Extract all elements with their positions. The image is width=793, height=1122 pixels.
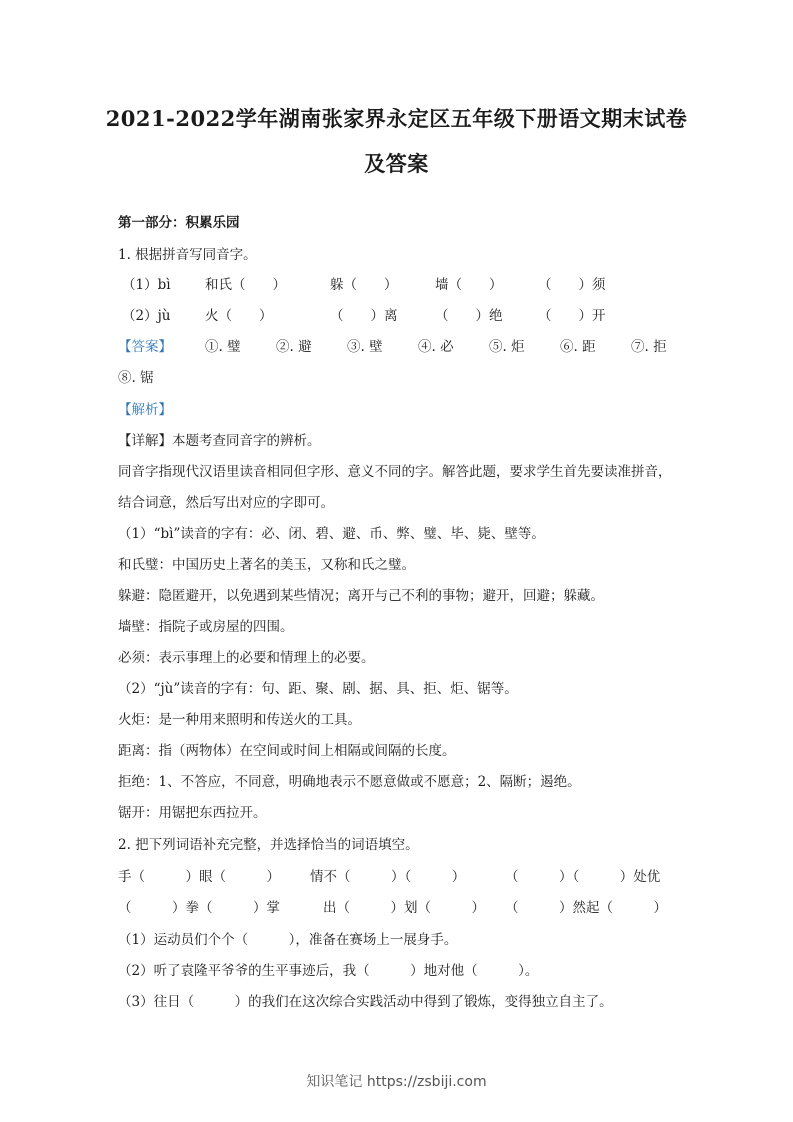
answer-item: ⑦. 拒: [631, 339, 667, 355]
q2-fill-item: 出（ ）划（ ）: [323, 900, 485, 916]
explanation-paragraph: 拒绝：1、不答应，不同意，明确地表示不愿意做或不愿意；2、隔断；遏绝。: [118, 774, 581, 790]
q2-sentence: （2）听了袁隆平爷爷的生平事迹后，我（ ）地对他（ ）。: [118, 963, 539, 979]
analysis-tag: 【解析】: [118, 402, 172, 418]
q2-fill-item: 情不（ ）（ ）: [310, 869, 466, 885]
answer-tag: 【答案】: [118, 339, 172, 355]
answer-item: ⑤. 炬: [489, 339, 525, 355]
section-heading: 第一部分：积累乐园: [118, 215, 240, 231]
explanation-paragraph: 必须：表示事理上的必要和情理上的必要。: [118, 650, 375, 666]
q1-row2-label: （2）jù: [122, 308, 171, 324]
document-title-line1: 2021-2022学年湖南张家界永定区五年级下册语文期末试卷: [105, 106, 688, 131]
explanation-paragraph: （2）“jù”读音的字有：句、距、聚、剧、据、具、拒、炬、锯等。: [118, 681, 518, 697]
q1-row2-cell: 火（ ）: [205, 308, 273, 324]
q1-row2-cell: （ ）开: [538, 308, 606, 324]
q2-fill-item: （ ）（ ）处优: [505, 869, 661, 885]
answer-item: ③. 壁: [347, 339, 383, 355]
q2-sentence: （3）往日（ ）的我们在这次综合实践活动中得到了锻炼，变得独立自主了。: [118, 994, 613, 1010]
question-1-prompt: 1. 根据拼音写同音字。: [118, 247, 257, 263]
q1-row2-cell: （ ）离: [330, 308, 398, 324]
footer-watermark[interactable]: 知识笔记 https://zsbiji.com: [306, 1074, 487, 1090]
document-title-line2: 及答案: [364, 151, 429, 176]
question-2-prompt: 2. 把下列词语补充完整，并选择恰当的词语填空。: [118, 837, 419, 853]
q1-row1-label: （1）bì: [122, 277, 171, 293]
q1-row1-cell: （ ）须: [538, 277, 606, 293]
explanation-paragraph: 和氏璧：中国历史上著名的美玉，又称和氏之璧。: [118, 557, 415, 573]
q1-row1-cell: 和氏（ ）: [205, 277, 286, 293]
explanation-paragraph: 同音字指现代汉语里读音相同但字形、意义不同的字。解答此题，要求学生首先要读准拼音，: [118, 464, 672, 480]
q1-row1-cell: 躲（ ）: [330, 277, 398, 293]
answer-item: ④. 必: [418, 339, 454, 355]
q1-row1-cell: 墙（ ）: [435, 277, 503, 293]
q1-row2-cell: （ ）绝: [435, 308, 503, 324]
answer-item: ②. 避: [276, 339, 312, 355]
answer-item: ①. 璧: [205, 339, 241, 355]
q2-fill-item: 手（ ）眼（ ）: [118, 869, 280, 885]
answer-item: ⑧. 锯: [118, 370, 154, 386]
detail-paragraph: 【详解】本题考查同音字的辨析。: [118, 433, 321, 449]
answer-item: ⑥. 距: [560, 339, 596, 355]
q2-sentence: （1）运动员们个个（ ），准备在赛场上一展身手。: [118, 932, 458, 948]
explanation-paragraph: 墙壁：指院子或房屋的四围。: [118, 619, 294, 635]
explanation-paragraph: （1）“bì”读音的字有：必、闭、碧、避、币、弊、璧、毕、毙、壁等。: [118, 526, 545, 542]
q2-fill-item: （ ）然起（ ）: [505, 900, 667, 916]
explanation-paragraph: 结合词意，然后写出对应的字即可。: [118, 495, 334, 511]
explanation-paragraph: 距离：指（两物体）在空间或时间上相隔或间隔的长度。: [118, 743, 456, 759]
q2-fill-item: （ ）拳（ ）掌: [118, 900, 280, 916]
explanation-paragraph: 火炬：是一种用来照明和传送火的工具。: [118, 712, 361, 728]
explanation-paragraph: 躲避：隐匿避开，以免遇到某些情况；离开与己不利的事物；避开，回避；躲藏。: [118, 588, 604, 604]
explanation-paragraph: 锯开：用锯把东西拉开。: [118, 805, 267, 821]
